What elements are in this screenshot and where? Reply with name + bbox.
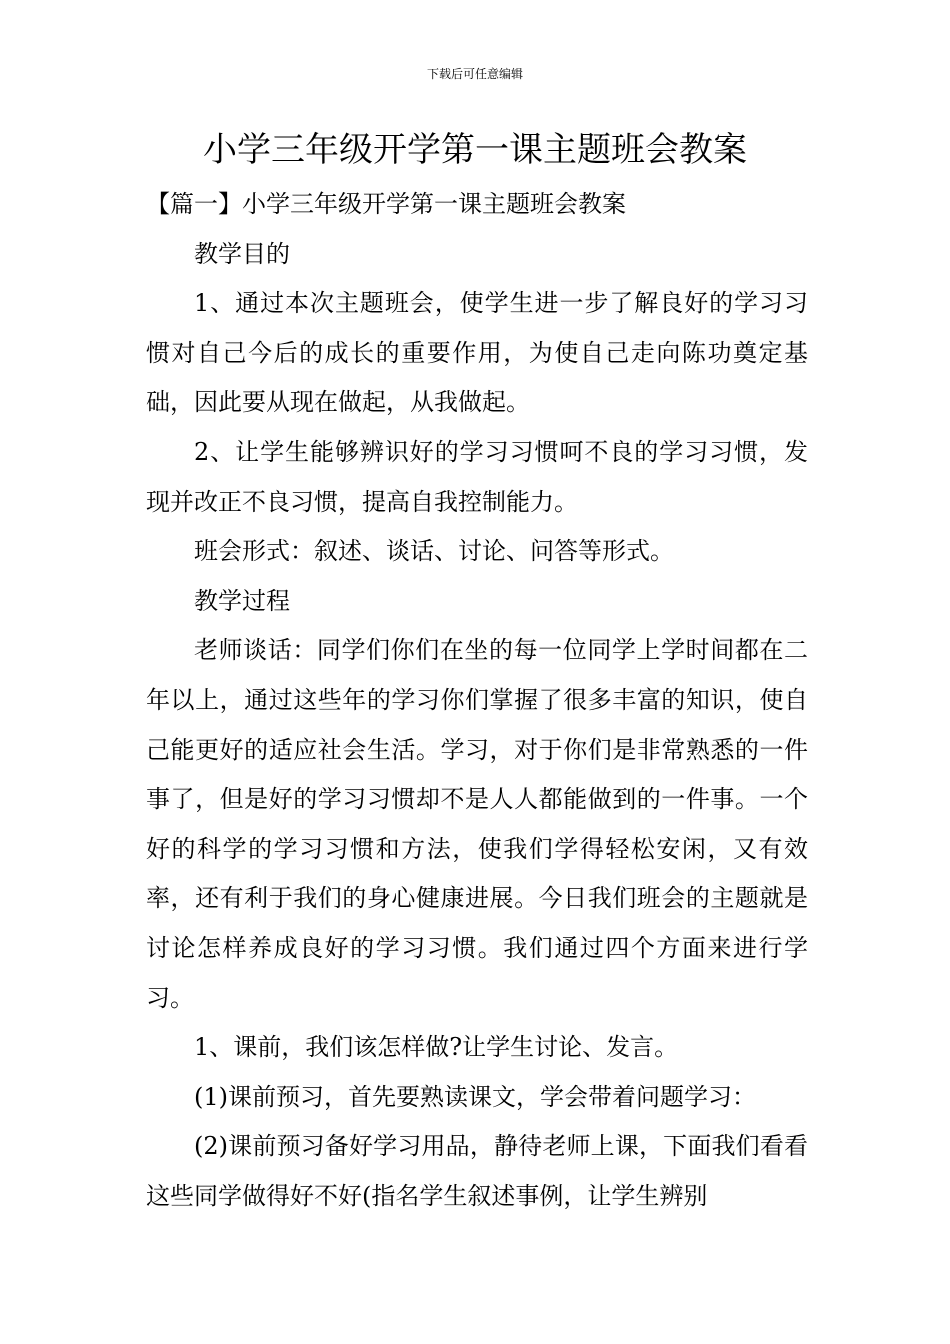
- document-body: [146, 180, 808, 1221]
- paragraph-section-heading: 【篇一】小学三年级开学第一课主题班会教案: [146, 190, 626, 218]
- paragraph-objectives-heading: 教学目的: [194, 239, 290, 268]
- paragraph-step-1: 1、课前，我们该怎样做?让学生讨论、发言。: [194, 1033, 679, 1062]
- header-note: 下载后可任意编辑: [426, 67, 523, 81]
- paragraph-step-1-item-2: (2)课前预习备好学习用品，静待老师上课，下面我们看看这些同学做得好不好(指名学生叙述事例，让学生辨别: [146, 1132, 808, 1210]
- paragraph-objective-2: 2、让学生能够辨识好的学习习惯呵不良的学习习惯，发现并改正不良习惯，提高自我控制能力。: [146, 437, 808, 516]
- paragraph-objective-1: 1、通过本次主题班会，使学生进一步了解良好的学习习惯对自己今后的成长的重要作用，为使自己走向陈功奠定基础，因此要从现在做起，从我做起。: [146, 289, 808, 417]
- paragraph-teacher-talk: 老师谈话：同学们你们在坐的每一位同学上学时间都在二年以上，通过这些年的学习你们掌握了很多丰富的知识，使自己能更好的适应社会生活。学习，对于你们是非常熟悉的一件事了，但是好的学习习惯却不是人人都能做到的一件事。一个好的科学的学习习惯和方法，使我们学得轻松安闲，又有效率，还有利于我们的身心健康进展。今日我们班会的主题就是讨论怎样养成良好的学习习惯。我们通过四个方面来进行学习。: [146, 636, 808, 1012]
- paragraph-meeting-format: 班会形式：叙述、谈话、讨论、问答等形式。: [194, 537, 674, 566]
- paragraph-step-1-item-1: (1)课前预习，首先要熟读课文，学会带着问题学习：: [194, 1082, 756, 1111]
- paragraph-process-heading: 教学过程: [194, 586, 290, 615]
- document-title: 小学三年级开学第一课主题班会教案: [203, 130, 747, 170]
